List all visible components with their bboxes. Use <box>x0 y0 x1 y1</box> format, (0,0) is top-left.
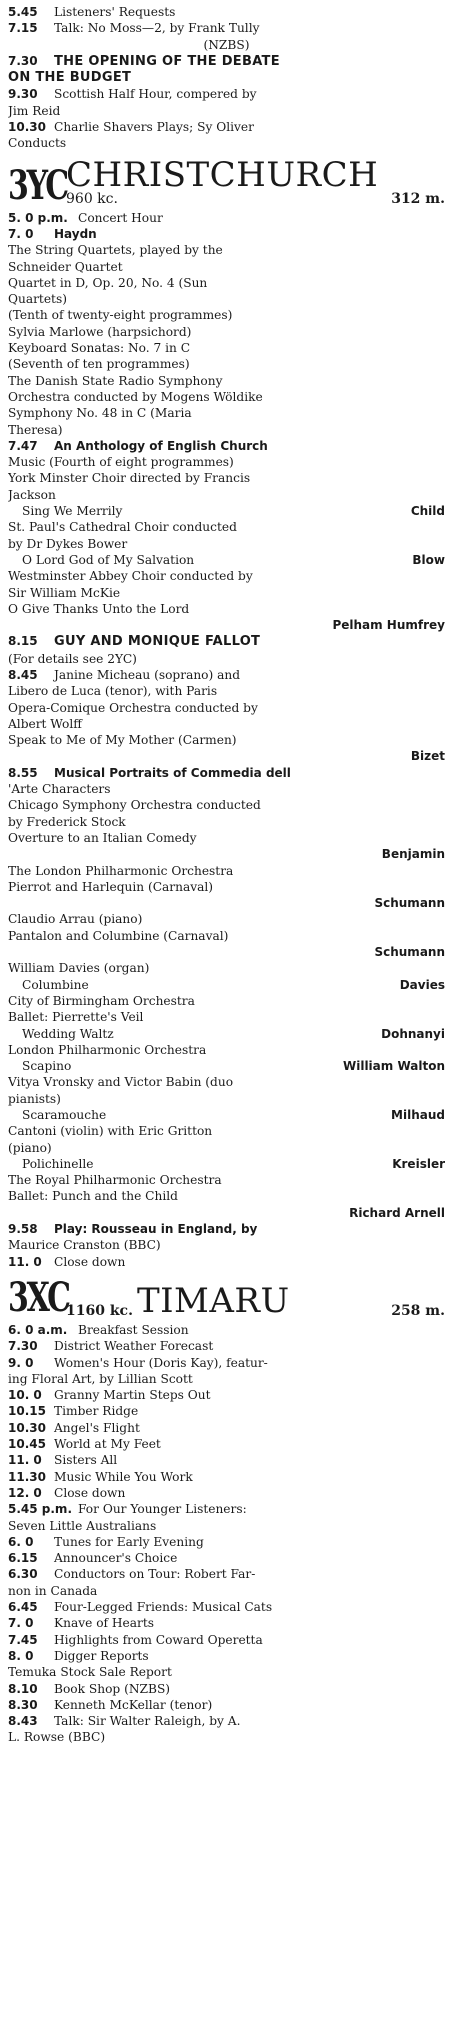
programme-text: Sisters All <box>54 1453 118 1468</box>
programme-text: (Seventh of ten programmes) <box>8 357 190 372</box>
programme-text: Speak to Me of My Mother (Carmen) <box>8 733 237 748</box>
programme-text: Announcer's Choice <box>54 1551 178 1566</box>
programme-text: Play: Rousseau in England, by <box>54 1222 258 1237</box>
programme-text: Vitya Vronsky and Victor Babin (duo <box>8 1075 234 1090</box>
programme-headline: THE OPENING OF THE DEBATE <box>54 53 280 69</box>
listing-line <box>8 1322 445 1338</box>
listing-line <box>8 667 445 683</box>
programme-text: Quartet in D, Op. 20, No. 4 (Sun <box>8 275 208 290</box>
listing-line <box>8 1420 445 1436</box>
programme-text: Music (Fourth of eight programmes) <box>8 455 234 470</box>
composer-credit: Kreisler <box>392 1156 445 1171</box>
programme-text: GUY AND MONIQUE FALLOT <box>54 634 261 650</box>
listing-entry <box>8 119 445 152</box>
time-label: 9. 0 <box>8 1355 34 1370</box>
listing-entry <box>8 4 445 20</box>
programme-text: Jim Reid <box>8 103 61 118</box>
programme-text: Quartets) <box>8 292 67 307</box>
programme-text: Westminster Abbey Choir conducted by <box>8 569 253 584</box>
time-label: 10.45 <box>8 1437 46 1452</box>
programme-text: Scapino <box>22 1059 72 1074</box>
composer-credit: Milhaud <box>391 1108 445 1122</box>
station-callsign: 3XC <box>8 1273 69 1321</box>
listing-line <box>8 1566 445 1582</box>
composer-credit: Benjamin <box>381 847 445 862</box>
listing-line <box>8 1156 445 1172</box>
listing-line <box>8 1599 445 1615</box>
programme-text: For Our Younger Listeners: <box>78 1502 247 1517</box>
programme-text: Digger Reports <box>54 1648 149 1663</box>
time-label: 8.45 <box>8 667 38 682</box>
programme-text: Opera-Comique Orchestra conducted by <box>8 700 258 715</box>
programme-text: Breakfast Session <box>78 1322 189 1337</box>
station-header-timaru <box>8 1273 445 1321</box>
programme-text: District Weather Forecast <box>54 1339 214 1354</box>
time-label: 11. 0 <box>8 1453 42 1468</box>
programme-text: Charlie Shavers Plays; Sy Oliver <box>54 120 254 135</box>
programme-text: St. Paul's Cathedral Choir conducted <box>8 520 237 535</box>
listing-line <box>8 1550 445 1566</box>
time-label: 7.47 <box>8 438 38 453</box>
previous-station-listing <box>8 4 445 152</box>
station-frequency: 1160 kc. <box>66 1302 133 1319</box>
time-label: 8. 0 <box>8 1648 34 1663</box>
time-label: 5.45 p.m. <box>8 1502 72 1517</box>
programme-text: An Anthology of English Church <box>54 438 268 453</box>
time-label: 9.58 <box>8 1222 38 1237</box>
station-frequency: 960 kc. <box>66 190 118 207</box>
programme-text: (piano) <box>8 1140 52 1155</box>
programme-text: York Minster Choir directed by Francis <box>8 471 251 486</box>
listing-line <box>8 1107 445 1123</box>
programme-text: Columbine <box>22 977 89 992</box>
listing-line <box>8 1436 445 1452</box>
composer-credit: Pelham Humfrey <box>332 618 445 633</box>
programme-text: Pierrot and Harlequin (Carnaval) <box>8 879 214 894</box>
listing-line <box>8 1615 445 1631</box>
listing-line <box>8 1403 445 1419</box>
programme-text: (Tenth of twenty-eight programmes) <box>8 308 233 323</box>
listing-line <box>8 1058 445 1074</box>
programme-text: Concert Hour <box>78 210 163 225</box>
programme-text: Cantoni (violin) with Eric Gritton <box>8 1124 213 1139</box>
programme-text: Timber Ridge <box>54 1404 139 1419</box>
programme-text: Sing We Merrily <box>22 504 123 519</box>
composer-credit: William Walton <box>342 1059 445 1074</box>
listing-line <box>8 1355 445 1371</box>
time-label: 8.10 <box>8 1681 38 1696</box>
time-label: 6.45 <box>8 1600 38 1615</box>
station-wavelength: 258 m. <box>391 1302 445 1319</box>
programme-text: ing Floral Art, by Lillian Scott <box>8 1371 193 1386</box>
time-label: 6.30 <box>8 1567 38 1582</box>
time-label: 6.15 <box>8 1551 38 1566</box>
time-label: 7. 0 <box>8 1616 34 1631</box>
composer-credit: Blow <box>412 552 445 567</box>
programme-text: L. Rowse (BBC) <box>8 1730 106 1745</box>
programme-text: Ballet: Punch and the Child <box>8 1189 178 1204</box>
programme-text: Temuka Stock Sale Report <box>8 1665 172 1680</box>
programme-text: Libero de Luca (tenor), with Paris <box>8 684 218 699</box>
programme-text: Schneider Quartet <box>8 259 123 274</box>
programme-text: Orchestra conducted by Mogens Wöldike <box>8 389 263 404</box>
programme-text: by Dr Dykes Bower <box>8 536 128 551</box>
time-label: 5.45 <box>8 5 38 19</box>
programme-text: Albert Wolff <box>8 716 82 731</box>
composer-credit: Child <box>410 504 445 519</box>
listing-entry <box>8 20 445 53</box>
programme-text: The London Philharmonic Orchestra <box>8 863 234 878</box>
time-label: 7.30 <box>8 53 38 68</box>
time-label: 7.15 <box>8 21 38 36</box>
listing-line <box>8 1501 445 1517</box>
listing-line <box>8 633 445 650</box>
listing-line <box>8 1469 445 1485</box>
programme-text: Sylvia Marlowe (harpsichord) <box>8 324 192 339</box>
programme-text: Talk: No Moss—2, by Frank Tully <box>54 21 260 36</box>
composer-credit: Richard Arnell <box>349 1205 445 1220</box>
programme-text: Talk: Sir Walter Raleigh, by A. <box>54 1714 241 1729</box>
programme-text: London Philharmonic Orchestra <box>8 1042 207 1057</box>
listing-line <box>8 977 445 993</box>
time-label: 8.30 <box>8 1697 38 1712</box>
time-label: 7.45 <box>8 1632 38 1647</box>
programme-text: Janine Micheau (soprano) and <box>54 667 241 682</box>
time-label: 10.15 <box>8 1404 46 1419</box>
programme-text: pianists) <box>8 1091 61 1106</box>
programme-text: Symphony No. 48 in C (Maria <box>8 406 192 421</box>
listing-line <box>8 1485 445 1501</box>
listing-line <box>8 1452 445 1468</box>
listing-line <box>8 1254 445 1270</box>
listing-line <box>8 1681 445 1697</box>
time-label: 10.30 <box>8 120 46 135</box>
programme-text: Claudio Arrau (piano) <box>8 912 143 927</box>
programme-text: City of Birmingham Orchestra <box>8 993 195 1008</box>
listing-line <box>8 226 445 242</box>
time-label: 6. 0 <box>8 1534 34 1549</box>
listing-line <box>8 1387 445 1403</box>
programme-text: Close down <box>54 1254 126 1269</box>
listing-entry <box>8 86 445 119</box>
programme-text: Haydn <box>54 226 97 241</box>
station-wavelength: 312 m. <box>391 190 445 207</box>
programme-text: Granny Martin Steps Out <box>54 1388 211 1403</box>
composer-credit: Davies <box>399 977 445 992</box>
programme-text: Four-Legged Friends: Musical Cats <box>54 1600 273 1615</box>
programme-text: Conducts <box>8 136 67 151</box>
time-label: 8.55 <box>8 765 38 780</box>
programme-text: Musical Portraits of Commedia dell <box>54 765 291 780</box>
composer-credit: Schumann <box>374 896 445 911</box>
time-label: 5. 0 p.m. <box>8 210 68 225</box>
listing-line <box>8 552 445 568</box>
programme-text: William Davies (organ) <box>8 961 150 976</box>
programme-headline: ON THE BUDGET <box>8 70 132 86</box>
listing-line <box>8 210 445 226</box>
composer-credit: Dohnanyi <box>381 1026 445 1041</box>
programme-text: Wedding Waltz <box>22 1026 114 1041</box>
programme-text: The String Quartets, played by the <box>8 243 223 258</box>
listing-line <box>8 503 445 519</box>
listing-line <box>8 1534 445 1550</box>
time-label: 8.43 <box>8 1714 38 1729</box>
time-label: 10. 0 <box>8 1388 42 1403</box>
programme-text: Music While You Work <box>54 1469 193 1484</box>
time-label: 7. 0 <box>8 226 34 241</box>
station-name: CHRISTCHURCH <box>66 154 379 195</box>
programme-text: Keyboard Sonatas: No. 7 in C <box>8 341 191 356</box>
programme-text: Maurice Cranston (BBC) <box>8 1238 161 1253</box>
time-label: 12. 0 <box>8 1485 42 1500</box>
listing-line <box>8 1713 445 1729</box>
programme-text: Conductors on Tour: Robert Far- <box>54 1567 256 1582</box>
programme-credit: (NZBS) <box>203 37 250 52</box>
programme-text: Jackson <box>8 487 56 502</box>
programme-text: World at My Feet <box>54 1437 161 1452</box>
time-label: 7.30 <box>8 1339 38 1354</box>
time-label: 6. 0 a.m. <box>8 1322 68 1337</box>
programme-text: Angel's Flight <box>54 1420 140 1435</box>
programme-text: Highlights from Coward Operetta <box>54 1632 263 1647</box>
programme-text: Ballet: Pierrette's Veil <box>8 1010 144 1025</box>
composer-credit: Bizet <box>410 749 445 764</box>
listing-line <box>8 438 445 454</box>
christchurch-listing <box>8 210 445 1270</box>
programme-text: non in Canada <box>8 1583 98 1598</box>
programme-text: Knave of Hearts <box>54 1616 154 1631</box>
programme-text: O Lord God of My Salvation <box>22 552 195 567</box>
programme-text: Listeners' Requests <box>54 5 176 19</box>
listing-line <box>8 1648 445 1664</box>
programme-text: Close down <box>54 1485 126 1500</box>
programme-text: Kenneth McKellar (tenor) <box>54 1697 213 1712</box>
listing-line <box>8 765 445 781</box>
programme-text: Tunes for Early Evening <box>54 1534 204 1549</box>
programme-text: O Give Thanks Unto the Lord <box>8 601 190 616</box>
programme-text: Theresa) <box>8 422 63 437</box>
station-callsign: 3YC <box>8 161 67 209</box>
time-label: 11. 0 <box>8 1254 42 1269</box>
programme-text: Seven Little Australians <box>8 1518 157 1533</box>
time-label: 10.30 <box>8 1420 46 1435</box>
programme-text: The Danish State Radio Symphony <box>8 373 223 388</box>
composer-credit: Schumann <box>374 945 445 960</box>
programme-text: Women's Hour (Doris Kay), featur- <box>54 1355 268 1370</box>
programme-text: Scaramouche <box>22 1108 107 1122</box>
listing-line <box>8 1338 445 1354</box>
programme-text: Scottish Half Hour, compered by <box>54 87 257 102</box>
programme-text: by Frederick Stock <box>8 814 126 829</box>
listing-line <box>8 1026 445 1042</box>
programme-text: Pantalon and Columbine (Carnaval) <box>8 928 229 943</box>
time-label: 11.30 <box>8 1469 46 1484</box>
programme-text: Book Shop (NZBS) <box>54 1681 171 1696</box>
listing-line <box>8 1697 445 1713</box>
timaru-listing <box>8 1322 445 1746</box>
programme-text: Overture to an Italian Comedy <box>8 830 197 845</box>
listing-line <box>8 1221 445 1237</box>
programme-text: Sir William McKie <box>8 585 121 600</box>
station-name: TIMARU <box>136 1280 290 1321</box>
programme-text: Polichinelle <box>22 1156 94 1171</box>
listing-entry <box>8 53 445 87</box>
time-label: 9.30 <box>8 87 38 102</box>
programme-text: (For details see 2YC) <box>8 651 137 666</box>
time-label: 8.15 <box>8 634 38 649</box>
listing-line <box>8 1632 445 1648</box>
programme-text: The Royal Philharmonic Orchestra <box>8 1173 222 1188</box>
programme-text: 'Arte Characters <box>8 782 111 797</box>
station-header-christchurch <box>8 154 445 209</box>
programme-text: Chicago Symphony Orchestra conducted <box>8 798 261 813</box>
